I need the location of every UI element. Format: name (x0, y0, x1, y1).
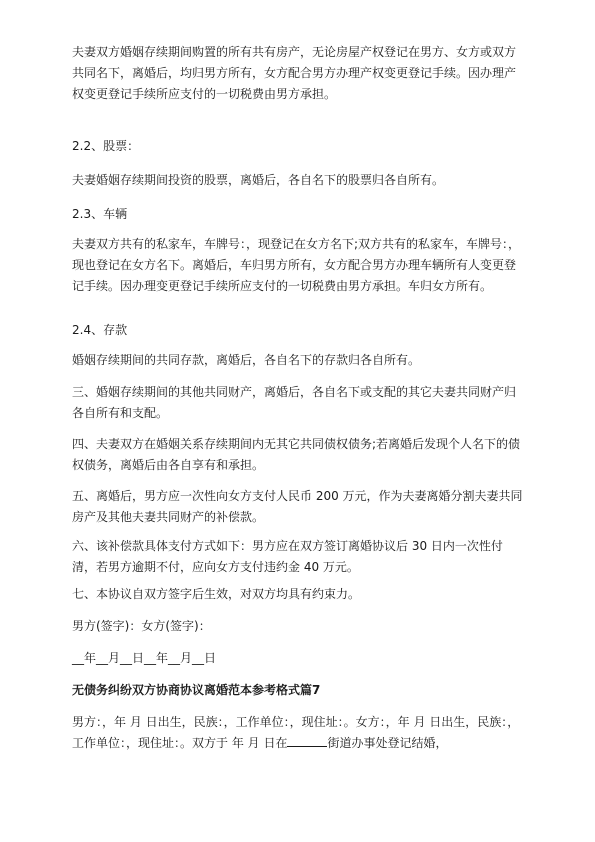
paragraph-debts: 四、夫妻双方在婚姻关系存续期间内无其它共同债权债务;若离婚后发现个人名下的债权债务，离婚后由各自享有和承担。 (72, 437, 521, 472)
section-2-3-heading: 2.3、车辆 (72, 207, 128, 221)
paragraph-payment: 六、该补偿款具体支付方式如下：男方应在双方签订离婚协议后 30 日内一次性付清，若男方逾期不付，应向女方支付违约金 40 万元。 (72, 539, 503, 574)
paragraph-effective: 七、本协议自双方签字后生效，对双方均具有约束力。 (72, 587, 361, 601)
paragraph-compensation: 五、离婚后，男方应一次性向女方支付人民币 200 万元，作为夫妻离婚分割夫妻共同房产及其他夫妻共同财产的补偿款。 (72, 489, 523, 524)
paragraph-vehicles: 夫妻双方共有的私家车，车牌号：，现登记在女方名下;双方共有的私家车，车牌号：，现也登记在女方名下。离婚后，车归男方所有，女方配合男方办理车辆所有人变更登记手续。因办理变更登记手续所应支付的一切税费由男方承担。车归女方所有。 (72, 237, 521, 293)
paragraph-parties (72, 712, 524, 754)
parties-text: 男方：，年 月 日出生，民族：，工作单位：，现住址：。女方：，年 月 日出生，民族：，工作单位：，现住址：。双方于 年 月 日在 (72, 715, 520, 750)
date-line: __年__月__日__年__月__日 (72, 651, 217, 665)
section-2-2-heading: 2.2、股票： (72, 139, 140, 153)
paragraph-house: 夫妻双方婚姻存续期间购置的所有共有房产，无论房屋产权登记在男方、女方或双方共同名下，离婚后，均归男方所有，女方配合男方办理产权变更登记手续。因办理产权变更登记手续所应支付的一切税费由男方承担。 (72, 45, 517, 101)
paragraph-deposits: 婚姻存续期间的共同存款，离婚后，各自名下的存款归各自所有。 (72, 353, 421, 367)
paragraph-stocks: 夫妻婚姻存续期间投资的股票，离婚后，各自名下的股票归各自所有。 (72, 173, 445, 187)
section-title: 无债务纠纷双方协商协议离婚范本参考格式篇7 (72, 683, 321, 697)
section-2-4-heading: 2.4、存款 (72, 323, 128, 337)
signature-line: 男方(签字)：女方(签字)： (72, 619, 211, 633)
parties-text-end: 街道办事处登记结婚， (327, 736, 448, 750)
paragraph-other-property: 三、婚姻存续期间的其他共同财产，离婚后，各自名下或支配的其它夫妻共同财产归各自所有和支配。 (72, 385, 517, 420)
blank-underline (287, 734, 327, 747)
